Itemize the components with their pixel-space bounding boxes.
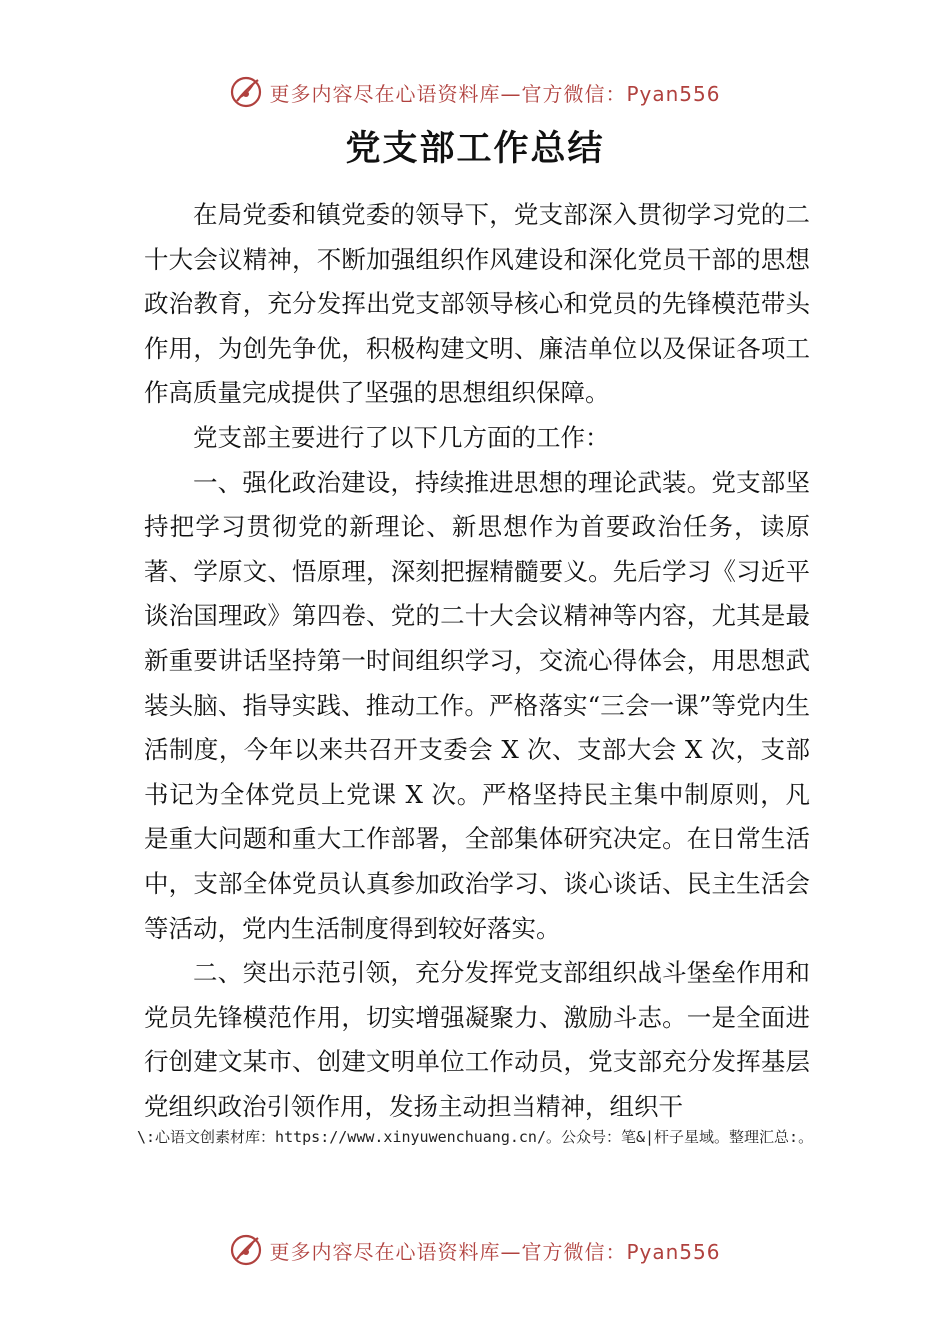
page-title: 党支部工作总结 (345, 128, 605, 169)
quill-seal-icon (229, 1233, 263, 1267)
paragraph-section-one: 一、强化政治建设，持续推进思想的理论武装。党支部坚持把学习贯彻党的新理论、新思想作为首要政治任务，读原著、学原文、悟原理，深刻把握精髓要义。先后学习《习近平谈治国理政》第四卷、党的二十大会议精神等内容，尤其是最新重要讲话坚持第一时间组织学习，交流心得体会，用思想武装头脑、指导实践、推动工作。严格落实“三会一课”等党内生活制度，今年以来共召开支委会 X 次、支部大会 X 次，支部书记为全体党员上党课 X 次。严格坚持民主集中制原则，凡是重大问题和重大工作部署，全部集体研究决定。在日常生活中，支部全体党员认真参加政治学习、谈心谈话、民主生活会等活动，党内生活制度得到较好落实。 (144, 467, 810, 943)
banner-text: 更多内容尽在心语资料库—官方微信：Pyan556 (269, 81, 721, 106)
paragraph-overview: 党支部主要进行了以下几方面的工作： (193, 422, 610, 452)
paragraph-section-two: 二、突出示范引领，充分发挥党支部组织战斗堡垒作用和党员先锋模范作用，切实增强凝聚力、激励斗志。一是全面进行创建文某市、创建文明单位工作动员，党支部充分发挥基层党组织政治引领作用，发扬主动担当精神，组织干 (144, 958, 810, 1121)
footer-banner (0, 1230, 950, 1270)
source-footnote: \:心语文创素材库：https://www.xinyuwenchuang.cn/。公众号：笔&|杆子星域。整理汇总:。 (137, 1128, 814, 1146)
document-body (144, 193, 810, 1129)
paragraph-intro: 在局党委和镇党委的领导下，党支部深入贯彻学习党的二十大会议精神，不断加强组织作风建设和深化党员干部的思想政治教育，充分发挥出党支部领导核心和党员的先锋模范带头作用，为创先争优，积极构建文明、廉洁单位以及保证各项工作高质量完成提供了坚强的思想组织保障。 (144, 200, 810, 408)
banner-text: 更多内容尽在心语资料库—官方微信：Pyan556 (269, 1239, 721, 1264)
quill-seal-icon (229, 75, 263, 109)
header-banner (0, 72, 950, 112)
